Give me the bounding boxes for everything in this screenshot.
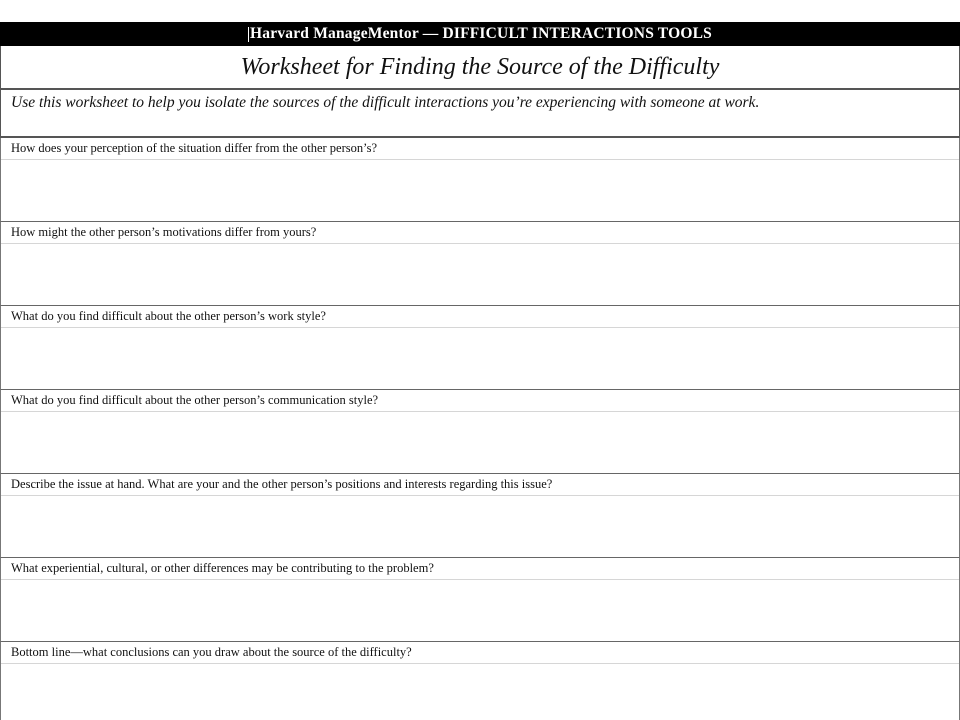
worksheet-intro — [0, 90, 960, 138]
question-block-1 — [0, 138, 960, 222]
worksheet-title-text: Worksheet for Finding the Source of the Difficulty — [240, 53, 720, 80]
question-label: How does your perception of the situation differ from the other person’s? — [1, 138, 959, 160]
question-label: How might the other person’s motivations differ from yours? — [1, 222, 959, 244]
question-block-3 — [0, 306, 960, 390]
answer-field-issue-at-hand[interactable] — [1, 496, 959, 557]
answer-field-perception[interactable] — [1, 160, 959, 221]
worksheet-intro-text: Use this worksheet to help you isolate the sources of the difficult interactions you’re experiencing with someone at work. — [11, 94, 760, 111]
question-block-4 — [0, 390, 960, 474]
question-block-6 — [0, 558, 960, 642]
header-banner-text: Harvard ManageMentor — DIFFICULT INTERACTIONS TOOLS — [250, 25, 712, 42]
worksheet-title — [0, 46, 960, 90]
question-label: What do you find difficult about the other person’s communication style? — [1, 390, 959, 412]
question-label: What experiential, cultural, or other differences may be contributing to the problem? — [1, 558, 959, 580]
answer-field-differences[interactable] — [1, 580, 959, 641]
question-label: What do you find difficult about the other person’s work style? — [1, 306, 959, 328]
question-block-7 — [0, 642, 960, 720]
answer-field-bottom-line[interactable] — [1, 664, 959, 720]
answer-field-communication-style[interactable] — [1, 412, 959, 473]
question-label: Bottom line—what conclusions can you draw about the source of the difficulty? — [1, 642, 959, 664]
top-margin — [0, 0, 960, 22]
question-label: Describe the issue at hand. What are your and the other person’s positions and interests regarding this issue? — [1, 474, 959, 496]
answer-field-work-style[interactable] — [1, 328, 959, 389]
question-block-2 — [0, 222, 960, 306]
answer-field-motivations[interactable] — [1, 244, 959, 305]
question-block-5 — [0, 474, 960, 558]
header-banner — [0, 22, 960, 46]
text-cursor — [248, 27, 249, 42]
